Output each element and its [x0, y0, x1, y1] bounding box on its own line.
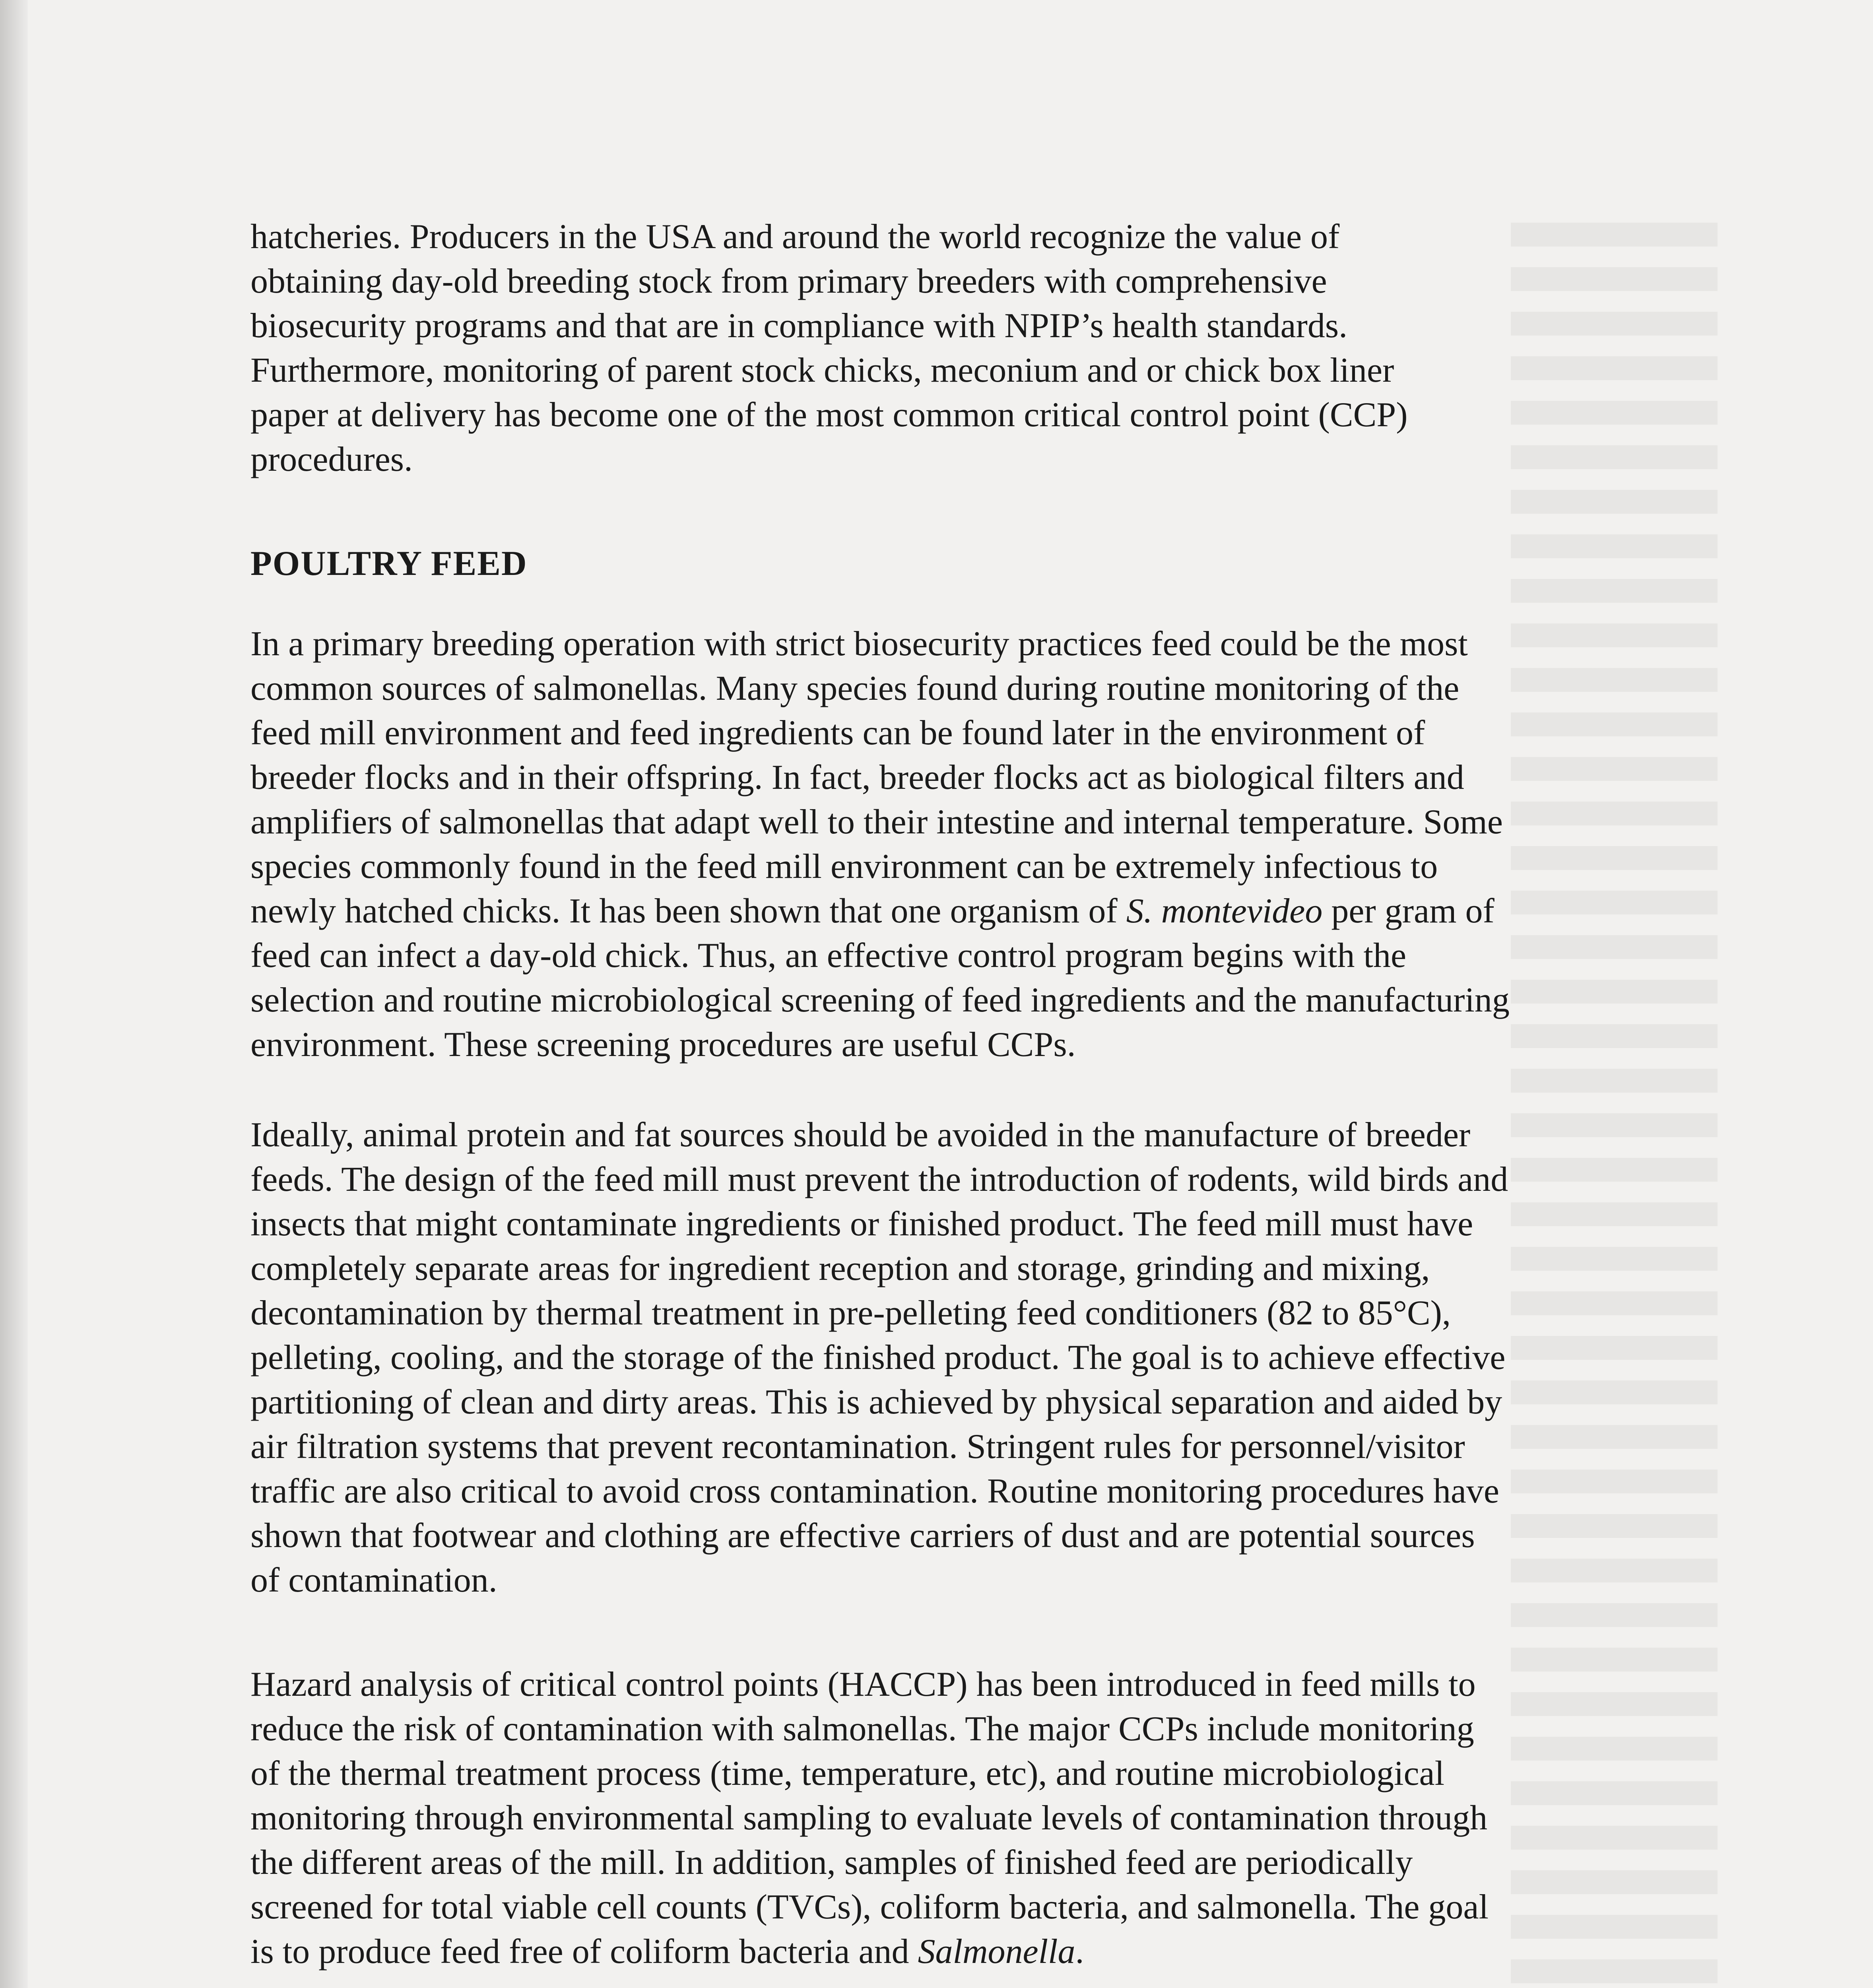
- text-run: .: [1075, 1932, 1084, 1971]
- text-line: traffic are also critical to avoid cross contamination. Routine monitoring procedures have: [250, 1472, 1499, 1510]
- paragraph-feed-mill-design: [250, 1113, 1690, 1603]
- text-line: decontamination by thermal treatment in pre-pelleting feed conditioners (82 to 85°C),: [250, 1294, 1451, 1332]
- intro-paragraph: [250, 215, 1690, 482]
- section-heading-poultry-feed: POULTRY FEED: [250, 544, 528, 583]
- text-run: is to produce feed free of coliform bacteria and: [250, 1932, 918, 1971]
- text-line: biosecurity programs and that are in compliance with NPIP’s health standards.: [250, 307, 1348, 345]
- text-line: feeds. The design of the feed mill must prevent the introduction of rodents, wild birds and: [250, 1160, 1508, 1199]
- text-line: shown that footwear and clothing are effective carriers of dust and are potential sources: [250, 1516, 1475, 1555]
- text-line: insects that might contaminate ingredients or finished product. The feed mill must have: [250, 1205, 1473, 1243]
- paragraph-haccp: [250, 1662, 1690, 1974]
- text-line: common sources of salmonellas. Many species found during routine monitoring of the: [250, 669, 1460, 708]
- text-line: reduce the risk of contamination with salmonellas. The major CCPs include monitoring: [250, 1710, 1474, 1748]
- text-line: amplifiers of salmonellas that adapt well to their intestine and internal temperature. Some: [250, 803, 1503, 841]
- text-line: Ideally, animal protein and fat sources should be avoided in the manufacture of breeder: [250, 1116, 1471, 1154]
- text-line: selection and routine microbiological screening of feed ingredients and the manufacturing: [250, 981, 1510, 1019]
- text-run: newly hatched chicks. It has been shown that one organism of: [250, 892, 1126, 930]
- text-line: of contamination.: [250, 1561, 497, 1600]
- text-line: pelleting, cooling, and the storage of the finished product. The goal is to achieve effective: [250, 1338, 1506, 1377]
- text-line: of the thermal treatment process (time, temperature, etc), and routine microbiological: [250, 1754, 1445, 1793]
- text-line: In a primary breeding operation with strict biosecurity practices feed could be the most: [250, 625, 1468, 663]
- text-line: environment. These screening procedures are useful CCPs.: [250, 1025, 1076, 1064]
- text-line: Furthermore, monitoring of parent stock chicks, meconium and or chick box liner: [250, 351, 1394, 390]
- text-line: monitoring through environmental sampling to evaluate levels of contamination through: [250, 1799, 1488, 1837]
- text-line: partitioning of clean and dirty areas. This is achieved by physical separation and aided by: [250, 1383, 1502, 1421]
- text-line: screened for total viable cell counts (TVCs), coliform bacteria, and salmonella. The goal: [250, 1888, 1489, 1926]
- text-line: hatcheries. Producers in the USA and around the world recognize the value of: [250, 217, 1340, 256]
- text-line: species commonly found in the feed mill environment can be extremely infectious to: [250, 847, 1438, 886]
- page-edge-shadow: [0, 0, 28, 1988]
- text-line: [250, 1930, 1690, 1974]
- page-content: [250, 215, 1690, 1988]
- text-line: Hazard analysis of critical control points (HACCP) has been introduced in feed mills to: [250, 1665, 1476, 1704]
- text-line: obtaining day-old breeding stock from primary breeders with comprehensive: [250, 262, 1327, 301]
- text-run: per gram of: [1322, 892, 1495, 930]
- text-line: completely separate areas for ingredient reception and storage, grinding and mixing,: [250, 1249, 1430, 1288]
- paragraph-feed-sources: [250, 622, 1690, 1067]
- text-line: procedures.: [250, 440, 413, 479]
- text-line: [250, 889, 1690, 934]
- text-line: breeder flocks and in their offspring. In fact, breeder flocks act as biological filters and: [250, 758, 1464, 797]
- text-line: the different areas of the mill. In addition, samples of finished feed are periodically: [250, 1843, 1413, 1882]
- genus-name-italic: Salmonella: [918, 1932, 1075, 1971]
- text-line: air filtration systems that prevent recontamination. Stringent rules for personnel/visitor: [250, 1427, 1465, 1466]
- text-line: paper at delivery has become one of the most common critical control point (CCP): [250, 396, 1408, 434]
- text-line: feed mill environment and feed ingredients can be found later in the environment of: [250, 714, 1425, 752]
- species-name-italic: S. montevideo: [1126, 892, 1323, 930]
- text-line: feed can infect a day-old chick. Thus, an effective control program begins with the: [250, 936, 1407, 975]
